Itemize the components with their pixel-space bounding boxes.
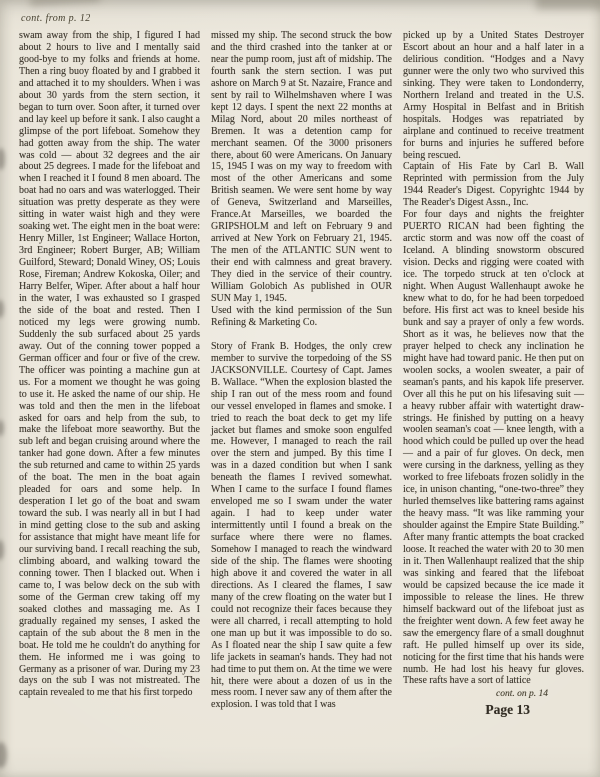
scan-smudge	[0, 420, 4, 436]
paragraph: Captain of His Fate by Carl B. Wall Reprinted with permission from the July 1944 Reader's Digest. Copyrightc 1944 by The Reader's Digest Assn., Inc.	[403, 161, 584, 209]
paragraph: picked up by a United States Destroyer Escort about an hour and a half later in a delirious condition. “Hodges and a Navy gunner were the only two who survived this sinking. They were taken to Londonderry, Northern Ireland and treated in the U.S. Army Hospital in Belfast and in British hospitals. Hodges was repatriated by airplane and continued to receive treatment for burns and injuries he suffered before being rescued.	[403, 30, 584, 161]
paragraph: missed my ship. The second struck the bow and the third crashed into the tanker at or near the pump room, just aft of midship. The fourth sank the stern section. I was put ashore on March 9 at St. Nazaire, France and sent by rail to Wilhelmshaven where I was kept 12 days. I spent the next 22 months at Milag Nord, about 20 miles northeast of Bremen. It was a detention camp for merchant seamen. Of the 3000 prisoners there, about 60 were Americans. On January 15, 1945 I was on my way to freedom with most of the other Americans and some British seamen. We were sent home by way of Geneva, Switzerland and Marseilles, France.At Marseilles, we boarded the GRIPSHOLM and left on February 9 and arrived at New York on February 21, 1945. The men of the ATLANTIC SUN went to their end with calmness and great bravery. They died in the service of their country. William Golobich As published in OUR SUN May 1, 1945.	[211, 30, 392, 304]
scan-smudge	[0, 540, 4, 560]
scan-smudge	[0, 148, 5, 170]
paragraph: Used with the kind permission of the Sun Refining & Marketing Co.	[211, 304, 392, 328]
scan-smudge	[0, 742, 7, 768]
text-columns	[19, 30, 584, 716]
continued-from-note: cont. from p. 12	[21, 13, 91, 24]
scan-artifact	[536, 0, 600, 10]
paragraph: For four days and nights the freighter PUERTO RICAN had been fighting the arctic storm and was now off the coast of Iceland. A blinding snowstorm obscured vision. Decks and rigging were coated with ice. The torpedo struck at ten o'clock at night. When August Wallenhaupt awoke he knew what to do, for he had been torpedoed before. His first act was to kneel beside his bunk and say a prayer of only a few words. Short as it was, he believes now that the prayer helped to check any inclination he might have had toward panic. He then put on woolen socks, a woolen sweater, a pair of seaman's pants, and his kapok life preserver. Over all this he put on his lifesaving suit — a heavy rubber affair with watertight draw-strings. He finished by putting on a heavy woolen seaman's coat — knee length, with a hood which could be pulled up over the head — and a pair of fur gloves. On deck, men were cursing in the darkness, yelling as they worked to free lifeboats frozen solidly in the ice, in unison chanting, “one-two-three” they hurled themselves like battering rams against the heavy mass. “It was like ramming your shoulder against the Empire State Building.” After many frantic attempts the boat cracked loose. It reached the water with 20 to 30 men in it. Then Wallenhaupt realized that the ship was sinking and feared that the lifeboat would be capsized because the ice made it impossible to release the lines. He threw himself backward out of the lifeboat just as the freighter went down. A few feet away he saw the emergency flare of a small doughnut raft. He pulled himself up over its side, noticing for the first time that his hands were numb. He had lost his heavy fur gloves. These rafts have a sort of lattice	[403, 209, 584, 687]
scan-artifact	[30, 0, 101, 6]
text-column-3	[403, 30, 584, 716]
text-column-1	[19, 30, 200, 716]
page-footer	[403, 689, 584, 716]
continued-on-note: cont. on p. 14	[496, 689, 548, 700]
paragraph: swam away from the ship, I figured I had about 2 hours to live and I mentally said good-bye to my folks and friends at home. Then a ring buoy floated by and I grabbed it and attached it to my shoulders. When i was about 30 yards from the stern section, it began to turn over. Soon after, it turned over and lay keel up before it sank. I also caught a glimpse of the port lifeboat. Somehow they had gotten away from the ship. The water was cold — about 32 degrees and the air about 25 degrees. I made for the lifeboat and when I reached it I found 8 men aboard. The boat had no oars and was waterlogged. Their situation was pretty desperate as they were sitting in water waist high and they were soaking wet. The eight men in the boat were: Henry Miller, 1st Engineer; Wallace Horton, 3rd Engineer; Robert Burger, AB; William Guilford, Steward; Donald Winey, OS; Louis Rose, Fireman; Andrew Kokoska, Oiler; and Harry Belfer, Wiper. After about a half hour in the water, I was exhausted so I grasped the side of the boat and rested. Then I noticed my legs were growing numb. Suddenly the sub surfaced about 25 yards away. Out of the conning tower popped a German officer and four or five of the crew. The officer was pointing a machine gun at us. For a moment we thought he was going to use it. He asked the name of our ship. He was told and then the men in the lifeboat asked for oars and help from the sub, to make the lifeboat more seaworthy. But the sub left and began cruising around where the tanker had gone down. After a few minutes the sub returned and came to within 25 yards of the boat. The men in the boat again pleaded for oars and some help. In desperation I let go of the boat and swam toward the sub. I was nearly all in but I had in mind getting close to the sub and asking for assistance that might have meant life for our surviving band. I recall reaching the sub, climbing aboard, and walking toward the conning tower. Then I blacked out. When i came to, I was below deck on the sub with some of the German crew taking off my soaked clothes and massaging me. As I gradually regained my senses, I asked the captain of the sub about the 8 men in the boat. He told me he couldn't do anything for them. He informed me i was going to Germany as a prisoner of war. During my 23 days on the sub I was not mistreated. The captain revealed to me that his first torpedo	[19, 30, 200, 699]
text-column-2	[211, 30, 392, 716]
paragraph: Story of Frank B. Hodges, the only crew member to survive the torpedoing of the SS JACKSONVILLE. Courtesy of Capt. James B. Wallace. “When the explosion blasted the ship I ran out of the mess room and found our vessel enveloped in flames and smoke. I tried to reach the boat deck to get my life jacket but flames and smoke soon engulfed me. However, I managed to reach the rail over the stern and jumped. By this time I was in a dazed condition but when I sank beneath the flames I revived somewhat. When I came to the surface I found flames enveloped me so I swam under the water again. I had to keep under water intermittently until I found a break on the surface where there were no flames. Somehow I managed to reach the windward side of the ship. The flames were shooting high above it and covered the water in all directions. As I cleared the flames, I saw many of the crew floating on the water but I could not recognize their faces because they were all charred, i recall attempting to hold one man up but it was impossible to do so. As I floated near the ship I saw quite a few life jackets in seaman's hands. They had not had time to put them on. At the time we were hit, there were about a dozen of us in the mess room. I never saw any of them after the explosion. I was told that I was	[211, 340, 392, 711]
scan-smudge	[0, 300, 4, 318]
page-number: Page 13	[485, 702, 530, 718]
